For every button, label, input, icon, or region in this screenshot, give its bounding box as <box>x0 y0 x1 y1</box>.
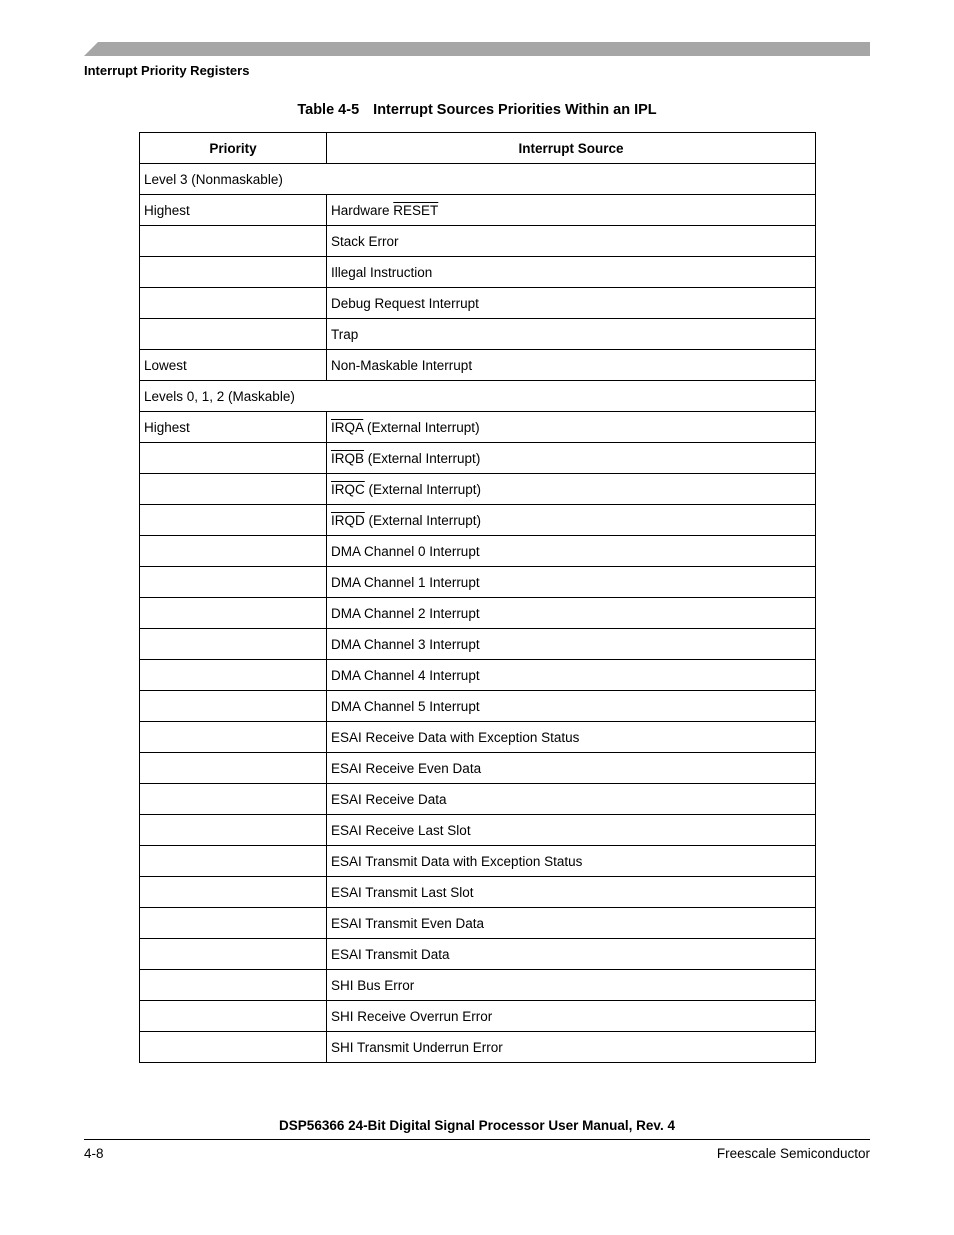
table-row <box>140 257 816 288</box>
page-number: 4-8 <box>84 1146 104 1161</box>
priority-cell <box>140 815 327 846</box>
source-cell: DMA Channel 0 Interrupt <box>327 536 816 567</box>
group-label: Level 3 (Nonmaskable) <box>140 164 816 195</box>
table-header-row <box>140 133 816 164</box>
priority-cell <box>140 505 327 536</box>
priority-cell <box>140 598 327 629</box>
table-row <box>140 567 816 598</box>
table-row <box>140 288 816 319</box>
priority-cell <box>140 226 327 257</box>
active-low-signal: IRQD <box>331 512 365 528</box>
manual-title: DSP56366 24-Bit Digital Signal Processor User Manual, Rev. 4 <box>279 1118 675 1133</box>
footer-rule <box>84 1139 870 1140</box>
source-cell: Illegal Instruction <box>327 257 816 288</box>
priority-cell: Lowest <box>140 350 327 381</box>
table-row <box>140 598 816 629</box>
source-cell: SHI Bus Error <box>327 970 816 1001</box>
source-cell: ESAI Transmit Data <box>327 939 816 970</box>
source-cell <box>327 195 816 226</box>
source-cell: SHI Transmit Underrun Error <box>327 1032 816 1063</box>
priority-cell <box>140 536 327 567</box>
table-body <box>140 164 816 1063</box>
table-row <box>140 412 816 443</box>
source-cell: ESAI Transmit Last Slot <box>327 877 816 908</box>
table-row <box>140 660 816 691</box>
priority-cell <box>140 567 327 598</box>
table-row <box>140 505 816 536</box>
source-cell: DMA Channel 5 Interrupt <box>327 691 816 722</box>
source-cell: DMA Channel 1 Interrupt <box>327 567 816 598</box>
table-row <box>140 970 816 1001</box>
active-low-signal: IRQC <box>331 481 365 497</box>
company-name: Freescale Semiconductor <box>716 1146 870 1161</box>
source-cell: SHI Receive Overrun Error <box>327 1001 816 1032</box>
source-suffix: (External Interrupt) <box>364 481 482 497</box>
priority-cell <box>140 908 327 939</box>
table-row <box>140 784 816 815</box>
source-cell <box>327 474 816 505</box>
priority-cell <box>140 319 327 350</box>
table-row <box>140 722 816 753</box>
source-cell: ESAI Receive Data <box>327 784 816 815</box>
priority-cell <box>140 877 327 908</box>
source-text: Hardware <box>331 202 394 218</box>
active-low-signal: IRQB <box>331 450 365 466</box>
source-cell: Trap <box>327 319 816 350</box>
table-row <box>140 1032 816 1063</box>
source-cell: Debug Request Interrupt <box>327 288 816 319</box>
header-bar <box>84 42 870 56</box>
group-row <box>140 164 816 195</box>
source-cell: DMA Channel 3 Interrupt <box>327 629 816 660</box>
priority-cell: Highest <box>140 195 327 226</box>
priority-cell <box>140 939 327 970</box>
priority-cell <box>140 970 327 1001</box>
source-suffix: (External Interrupt) <box>364 450 481 466</box>
priority-cell <box>140 753 327 784</box>
source-cell: ESAI Receive Even Data <box>327 753 816 784</box>
source-cell: DMA Channel 2 Interrupt <box>327 598 816 629</box>
table-row <box>140 443 816 474</box>
priority-column-header: Priority <box>140 133 327 164</box>
priority-cell <box>140 1032 327 1063</box>
table-row <box>140 319 816 350</box>
table-row <box>140 908 816 939</box>
group-row <box>140 381 816 412</box>
priority-cell <box>140 629 327 660</box>
table-row <box>140 474 816 505</box>
table-title: Interrupt Sources Priorities Within an IPL <box>373 102 657 118</box>
source-cell: DMA Channel 4 Interrupt <box>327 660 816 691</box>
priority-cell <box>140 1001 327 1032</box>
priority-cell <box>140 474 327 505</box>
priority-cell <box>140 443 327 474</box>
source-cell <box>327 443 816 474</box>
source-cell: Stack Error <box>327 226 816 257</box>
source-cell: ESAI Receive Data with Exception Status <box>327 722 816 753</box>
source-suffix: (External Interrupt) <box>363 419 480 435</box>
priority-cell <box>140 691 327 722</box>
table-row <box>140 939 816 970</box>
source-cell <box>327 412 816 443</box>
priority-cell: Highest <box>140 412 327 443</box>
section-title: Interrupt Priority Registers <box>84 63 250 78</box>
table-row <box>140 815 816 846</box>
table-row <box>140 1001 816 1032</box>
source-cell: ESAI Receive Last Slot <box>327 815 816 846</box>
source-cell: ESAI Transmit Even Data <box>327 908 816 939</box>
interrupt-priority-table <box>139 132 816 1063</box>
source-cell <box>327 505 816 536</box>
table-row <box>140 195 816 226</box>
table-row <box>140 629 816 660</box>
source-column-header: Interrupt Source <box>327 133 816 164</box>
group-label: Levels 0, 1, 2 (Maskable) <box>140 381 816 412</box>
table-number: Table 4-5 <box>297 102 360 118</box>
active-low-signal: IRQA <box>331 419 364 435</box>
priority-cell <box>140 288 327 319</box>
source-cell: Non-Maskable Interrupt <box>327 350 816 381</box>
source-suffix: (External Interrupt) <box>364 512 482 528</box>
priority-cell <box>140 660 327 691</box>
source-cell: ESAI Transmit Data with Exception Status <box>327 846 816 877</box>
table-row <box>140 691 816 722</box>
table-row <box>140 350 816 381</box>
priority-cell <box>140 784 327 815</box>
table-row <box>140 226 816 257</box>
priority-cell <box>140 846 327 877</box>
active-low-signal: RESET <box>393 202 439 218</box>
priority-cell <box>140 722 327 753</box>
priority-cell <box>140 257 327 288</box>
table-row <box>140 877 816 908</box>
table-row <box>140 846 816 877</box>
table-caption <box>0 102 954 118</box>
table-row <box>140 753 816 784</box>
table-row <box>140 536 816 567</box>
